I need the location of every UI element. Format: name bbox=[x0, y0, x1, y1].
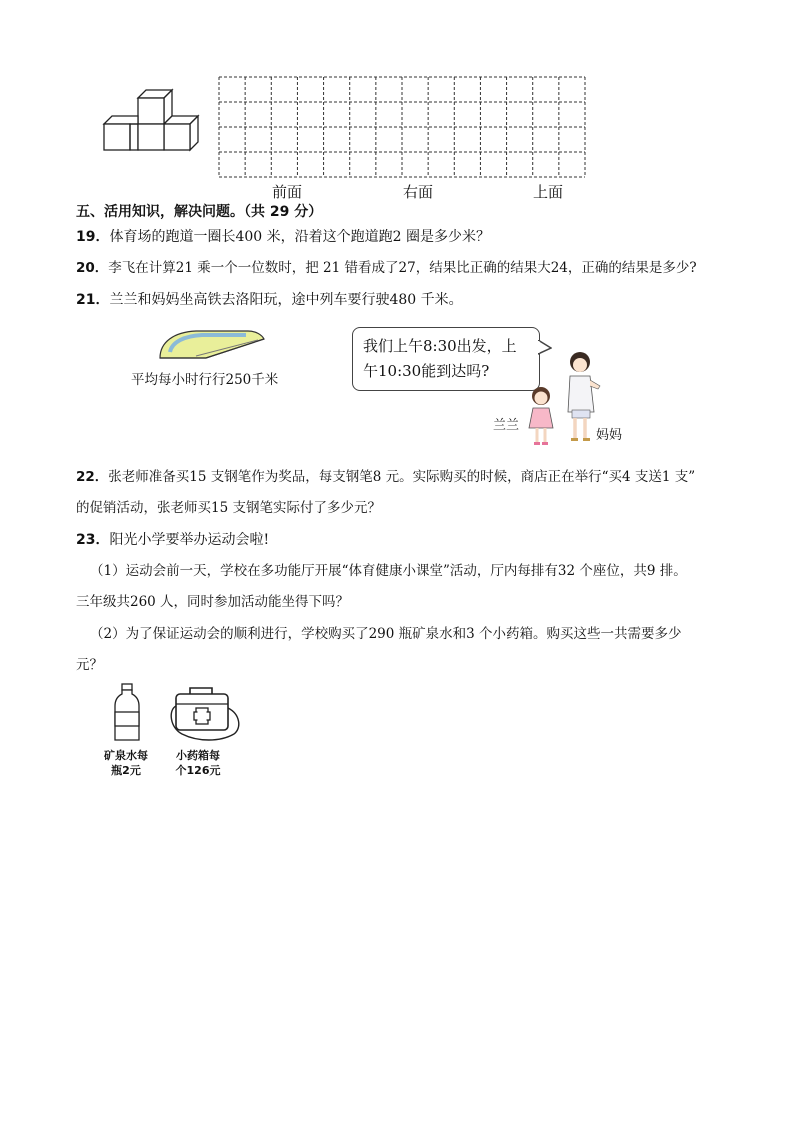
question-22-number: 22． bbox=[76, 469, 109, 485]
girl-figure bbox=[524, 384, 558, 448]
medicine-kit-price-line-1: 小药箱每 bbox=[176, 749, 220, 762]
speech-bubble-line-1: 我们上午8:30出发，上 bbox=[363, 337, 517, 355]
question-19-number: 19． bbox=[76, 229, 110, 245]
speech-bubble-tail bbox=[538, 340, 552, 356]
question-22 bbox=[76, 468, 695, 486]
medicine-kit-price-line-2: 个126元 bbox=[175, 764, 221, 777]
question-23-part-2-line-2: 元？ bbox=[76, 657, 103, 673]
speech-bubble bbox=[352, 327, 540, 391]
speech-bubble-line-2: 午10:30能到达吗? bbox=[363, 362, 490, 380]
dashed-grid bbox=[218, 76, 588, 178]
question-23-part-1-line-2: 三年级共260 人，同时参加活动能坐得下吗？ bbox=[76, 594, 350, 610]
medicine-kit-icon bbox=[168, 684, 244, 744]
mom-label: 妈妈 bbox=[596, 428, 623, 443]
question-21-text: 兰兰和妈妈坐高铁去洛阳玩，途中列车要行驶480 千米。 bbox=[109, 292, 463, 308]
question-22-line-1: 张老师准备买15 支钢笔作为奖品，每支钢笔8 元。实际购买的时候，商店正在举行“买4 支送1 支” bbox=[108, 469, 696, 485]
medicine-kit-price-label bbox=[166, 748, 230, 778]
question-20 bbox=[76, 259, 697, 277]
question-19-text: 体育场的跑道一圈长400 米，沿着这个跑道跑2 圈是多少米？ bbox=[109, 229, 491, 245]
question-20-number: 20． bbox=[76, 260, 109, 276]
question-22-line-2: 的促销活动，张老师买15 支钢笔实际付了多少元？ bbox=[76, 500, 381, 516]
train-image bbox=[156, 326, 266, 362]
water-price-label bbox=[96, 748, 156, 778]
question-23 bbox=[76, 531, 269, 549]
question-23-text: 阳光小学要举办运动会啦! bbox=[109, 532, 270, 548]
grid-label-top: 上面 bbox=[533, 183, 564, 201]
question-23-part-1-line-1: （1）运动会前一天，学校在多功能厅开展“体育健康小课堂”活动，厅内每排有32 个座位，共9 排。 bbox=[90, 563, 687, 579]
section-title: 五、活用知识，解决问题。（共 29 分） bbox=[76, 204, 323, 220]
water-price-line-2: 瓶2元 bbox=[111, 764, 141, 777]
grid-label-front: 前面 bbox=[272, 183, 303, 201]
train-speed-caption: 平均每小时行行250千米 bbox=[131, 372, 279, 388]
question-21 bbox=[76, 291, 463, 309]
girl-label: 兰兰 bbox=[493, 418, 520, 433]
question-20-text: 李飞在计算21 乘一个一位数时，把 21 错看成了27，结果比正确的结果大24，正确的结果是多少? bbox=[108, 260, 697, 276]
water-price-line-1: 矿泉水每 bbox=[104, 749, 148, 762]
grid-label-right: 右面 bbox=[403, 183, 434, 201]
question-23-number: 23． bbox=[76, 532, 110, 548]
question-23-part-2-line-1: （2）为了保证运动会的顺利进行，学校购买了290 瓶矿泉水和3 个小药箱。购买这些一共需要多少 bbox=[90, 626, 682, 642]
question-21-number: 21． bbox=[76, 292, 110, 308]
water-bottle-icon bbox=[112, 682, 142, 744]
cube-figure bbox=[100, 86, 202, 162]
question-19 bbox=[76, 228, 490, 246]
